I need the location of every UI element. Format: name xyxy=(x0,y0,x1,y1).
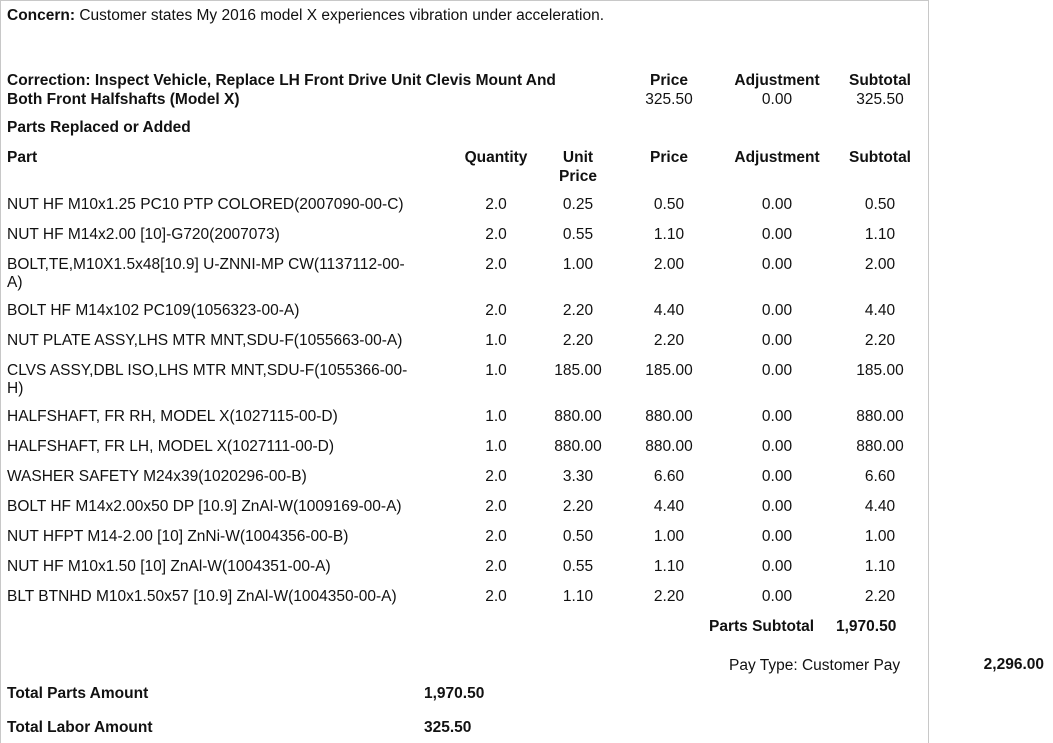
part-unit-price: 880.00 xyxy=(554,438,602,455)
part-unit-price: 2.20 xyxy=(562,332,594,349)
part-name: NUT PLATE ASSY,LHS MTR MNT,SDU-F(1055663-00-A) xyxy=(7,332,403,349)
part-subtotal: 880.00 xyxy=(856,438,904,455)
part-subtotal: 2.00 xyxy=(864,256,896,273)
part-quantity: 1.0 xyxy=(485,332,507,349)
part-unit-price: 880.00 xyxy=(554,408,602,425)
part-name: NUT HFPT M14-2.00 [10] ZnNi-W(1004356-00-B) xyxy=(7,528,349,545)
part-adjustment: 0.00 xyxy=(761,408,793,425)
part-name: HALFSHAFT, FR RH, MODEL X(1027115-00-D) xyxy=(7,408,338,425)
part-unit-price: 0.25 xyxy=(562,196,594,213)
part-unit-price: 3.30 xyxy=(562,468,594,485)
part-quantity: 2.0 xyxy=(485,226,507,243)
part-adjustment: 0.00 xyxy=(761,256,793,273)
part-unit-price: 1.00 xyxy=(562,256,594,273)
concern-label: Concern: xyxy=(7,7,76,24)
part-adjustment: 0.00 xyxy=(761,362,793,379)
part-price: 2.00 xyxy=(653,256,685,273)
part-unit-price: 0.55 xyxy=(562,226,594,243)
part-quantity: 2.0 xyxy=(485,468,507,485)
part-adjustment: 0.00 xyxy=(761,226,793,243)
part-quantity: 2.0 xyxy=(485,528,507,545)
part-price: 1.10 xyxy=(653,226,685,243)
part-quantity: 2.0 xyxy=(485,196,507,213)
pay-type-label: Pay Type: xyxy=(729,657,798,674)
header-adjustment: Adjustment xyxy=(734,149,820,166)
part-quantity: 2.0 xyxy=(485,256,507,273)
parts-section-title: Parts Replaced or Added xyxy=(7,119,191,136)
part-subtotal: 880.00 xyxy=(856,408,904,425)
part-subtotal: 4.40 xyxy=(864,498,896,515)
correction-subtotal-label: Subtotal xyxy=(849,72,911,89)
part-unit-price: 185.00 xyxy=(554,362,602,379)
part-quantity: 2.0 xyxy=(485,302,507,319)
correction-adjustment-label: Adjustment xyxy=(734,72,820,89)
correction-adjustment: 0.00 xyxy=(761,91,793,108)
part-name: BOLT HF M14x2.00x50 DP [10.9] ZnAl-W(1009169-00-A) xyxy=(7,498,402,515)
part-subtotal: 6.60 xyxy=(864,468,896,485)
pay-type-value: Customer Pay xyxy=(801,657,901,674)
part-name-continued: A) xyxy=(7,274,23,291)
correction-line-1: Correction: Inspect Vehicle, Replace LH Front Drive Unit Clevis Mount And xyxy=(7,72,556,89)
header-quantity: Quantity xyxy=(464,149,528,166)
part-name: HALFSHAFT, FR LH, MODEL X(1027111-00-D) xyxy=(7,438,335,455)
part-name: WASHER SAFETY M24x39(1020296-00-B) xyxy=(7,468,307,485)
part-price: 880.00 xyxy=(645,408,693,425)
header-part: Part xyxy=(7,149,38,166)
part-name: NUT HF M10x1.50 [10] ZnAl-W(1004351-00-A) xyxy=(7,558,331,575)
total-parts-label: Total Parts Amount xyxy=(7,685,149,702)
part-subtotal: 0.50 xyxy=(864,196,896,213)
pay-type xyxy=(729,656,900,675)
part-subtotal: 1.10 xyxy=(864,558,896,575)
total-labor-value: 325.50 xyxy=(424,719,472,736)
part-adjustment: 0.00 xyxy=(761,438,793,455)
header-unit-price-line1: Unit xyxy=(562,149,594,166)
part-subtotal: 4.40 xyxy=(864,302,896,319)
grand-total-value: 2,296.00 xyxy=(983,656,1044,673)
part-quantity: 2.0 xyxy=(485,558,507,575)
part-name: BOLT HF M14x102 PC109(1056323-00-A) xyxy=(7,302,300,319)
parts-subtotal-label: Parts Subtotal xyxy=(709,618,815,635)
part-name: NUT HF M14x2.00 [10]-G720(2007073) xyxy=(7,226,280,243)
header-unit-price-line2: Price xyxy=(559,168,597,185)
header-subtotal: Subtotal xyxy=(849,149,911,166)
part-price: 0.50 xyxy=(653,196,685,213)
part-price: 1.00 xyxy=(653,528,685,545)
part-subtotal: 185.00 xyxy=(856,362,904,379)
part-adjustment: 0.00 xyxy=(761,302,793,319)
part-price: 4.40 xyxy=(653,498,685,515)
part-name: BOLT,TE,M10X1.5x48[10.9] U-ZNNI-MP CW(1137112-00- xyxy=(7,256,405,273)
part-name: CLVS ASSY,DBL ISO,LHS MTR MNT,SDU-F(1055366-00- xyxy=(7,362,408,379)
header-price: Price xyxy=(650,149,688,166)
part-adjustment: 0.00 xyxy=(761,588,793,605)
part-subtotal: 2.20 xyxy=(864,332,896,349)
part-adjustment: 0.00 xyxy=(761,498,793,515)
concern-text: Customer states My 2016 model X experiences vibration under acceleration. xyxy=(79,7,605,24)
correction-price: 325.50 xyxy=(645,91,693,108)
part-price: 2.20 xyxy=(653,588,685,605)
part-unit-price: 1.10 xyxy=(562,588,594,605)
part-quantity: 1.0 xyxy=(485,362,507,379)
part-unit-price: 2.20 xyxy=(562,302,594,319)
correction-subtotal: 325.50 xyxy=(856,91,904,108)
part-unit-price: 0.55 xyxy=(562,558,594,575)
part-subtotal: 1.00 xyxy=(864,528,896,545)
part-adjustment: 0.00 xyxy=(761,558,793,575)
part-name-continued: H) xyxy=(7,380,24,397)
correction-line-2: Both Front Halfshafts (Model X) xyxy=(7,91,240,108)
part-name: NUT HF M10x1.25 PC10 PTP COLORED(2007090-00-C) xyxy=(7,196,404,213)
part-name: BLT BTNHD M10x1.50x57 [10.9] ZnAl-W(1004350-00-A) xyxy=(7,588,397,605)
part-quantity: 2.0 xyxy=(485,498,507,515)
part-quantity: 2.0 xyxy=(485,588,507,605)
part-quantity: 1.0 xyxy=(485,408,507,425)
correction-price-label: Price xyxy=(650,72,688,89)
part-subtotal: 2.20 xyxy=(864,588,896,605)
part-price: 880.00 xyxy=(645,438,693,455)
total-labor-label: Total Labor Amount xyxy=(7,719,153,736)
part-subtotal: 1.10 xyxy=(864,226,896,243)
part-adjustment: 0.00 xyxy=(761,468,793,485)
part-quantity: 1.0 xyxy=(485,438,507,455)
part-unit-price: 0.50 xyxy=(562,528,594,545)
concern-line xyxy=(7,6,604,25)
part-price: 4.40 xyxy=(653,302,685,319)
part-price: 1.10 xyxy=(653,558,685,575)
parts-subtotal-value: 1,970.50 xyxy=(836,618,897,635)
part-price: 2.20 xyxy=(653,332,685,349)
total-parts-value: 1,970.50 xyxy=(424,685,485,702)
part-adjustment: 0.00 xyxy=(761,196,793,213)
part-price: 185.00 xyxy=(645,362,693,379)
part-unit-price: 2.20 xyxy=(562,498,594,515)
part-adjustment: 0.00 xyxy=(761,332,793,349)
part-adjustment: 0.00 xyxy=(761,528,793,545)
part-price: 6.60 xyxy=(653,468,685,485)
